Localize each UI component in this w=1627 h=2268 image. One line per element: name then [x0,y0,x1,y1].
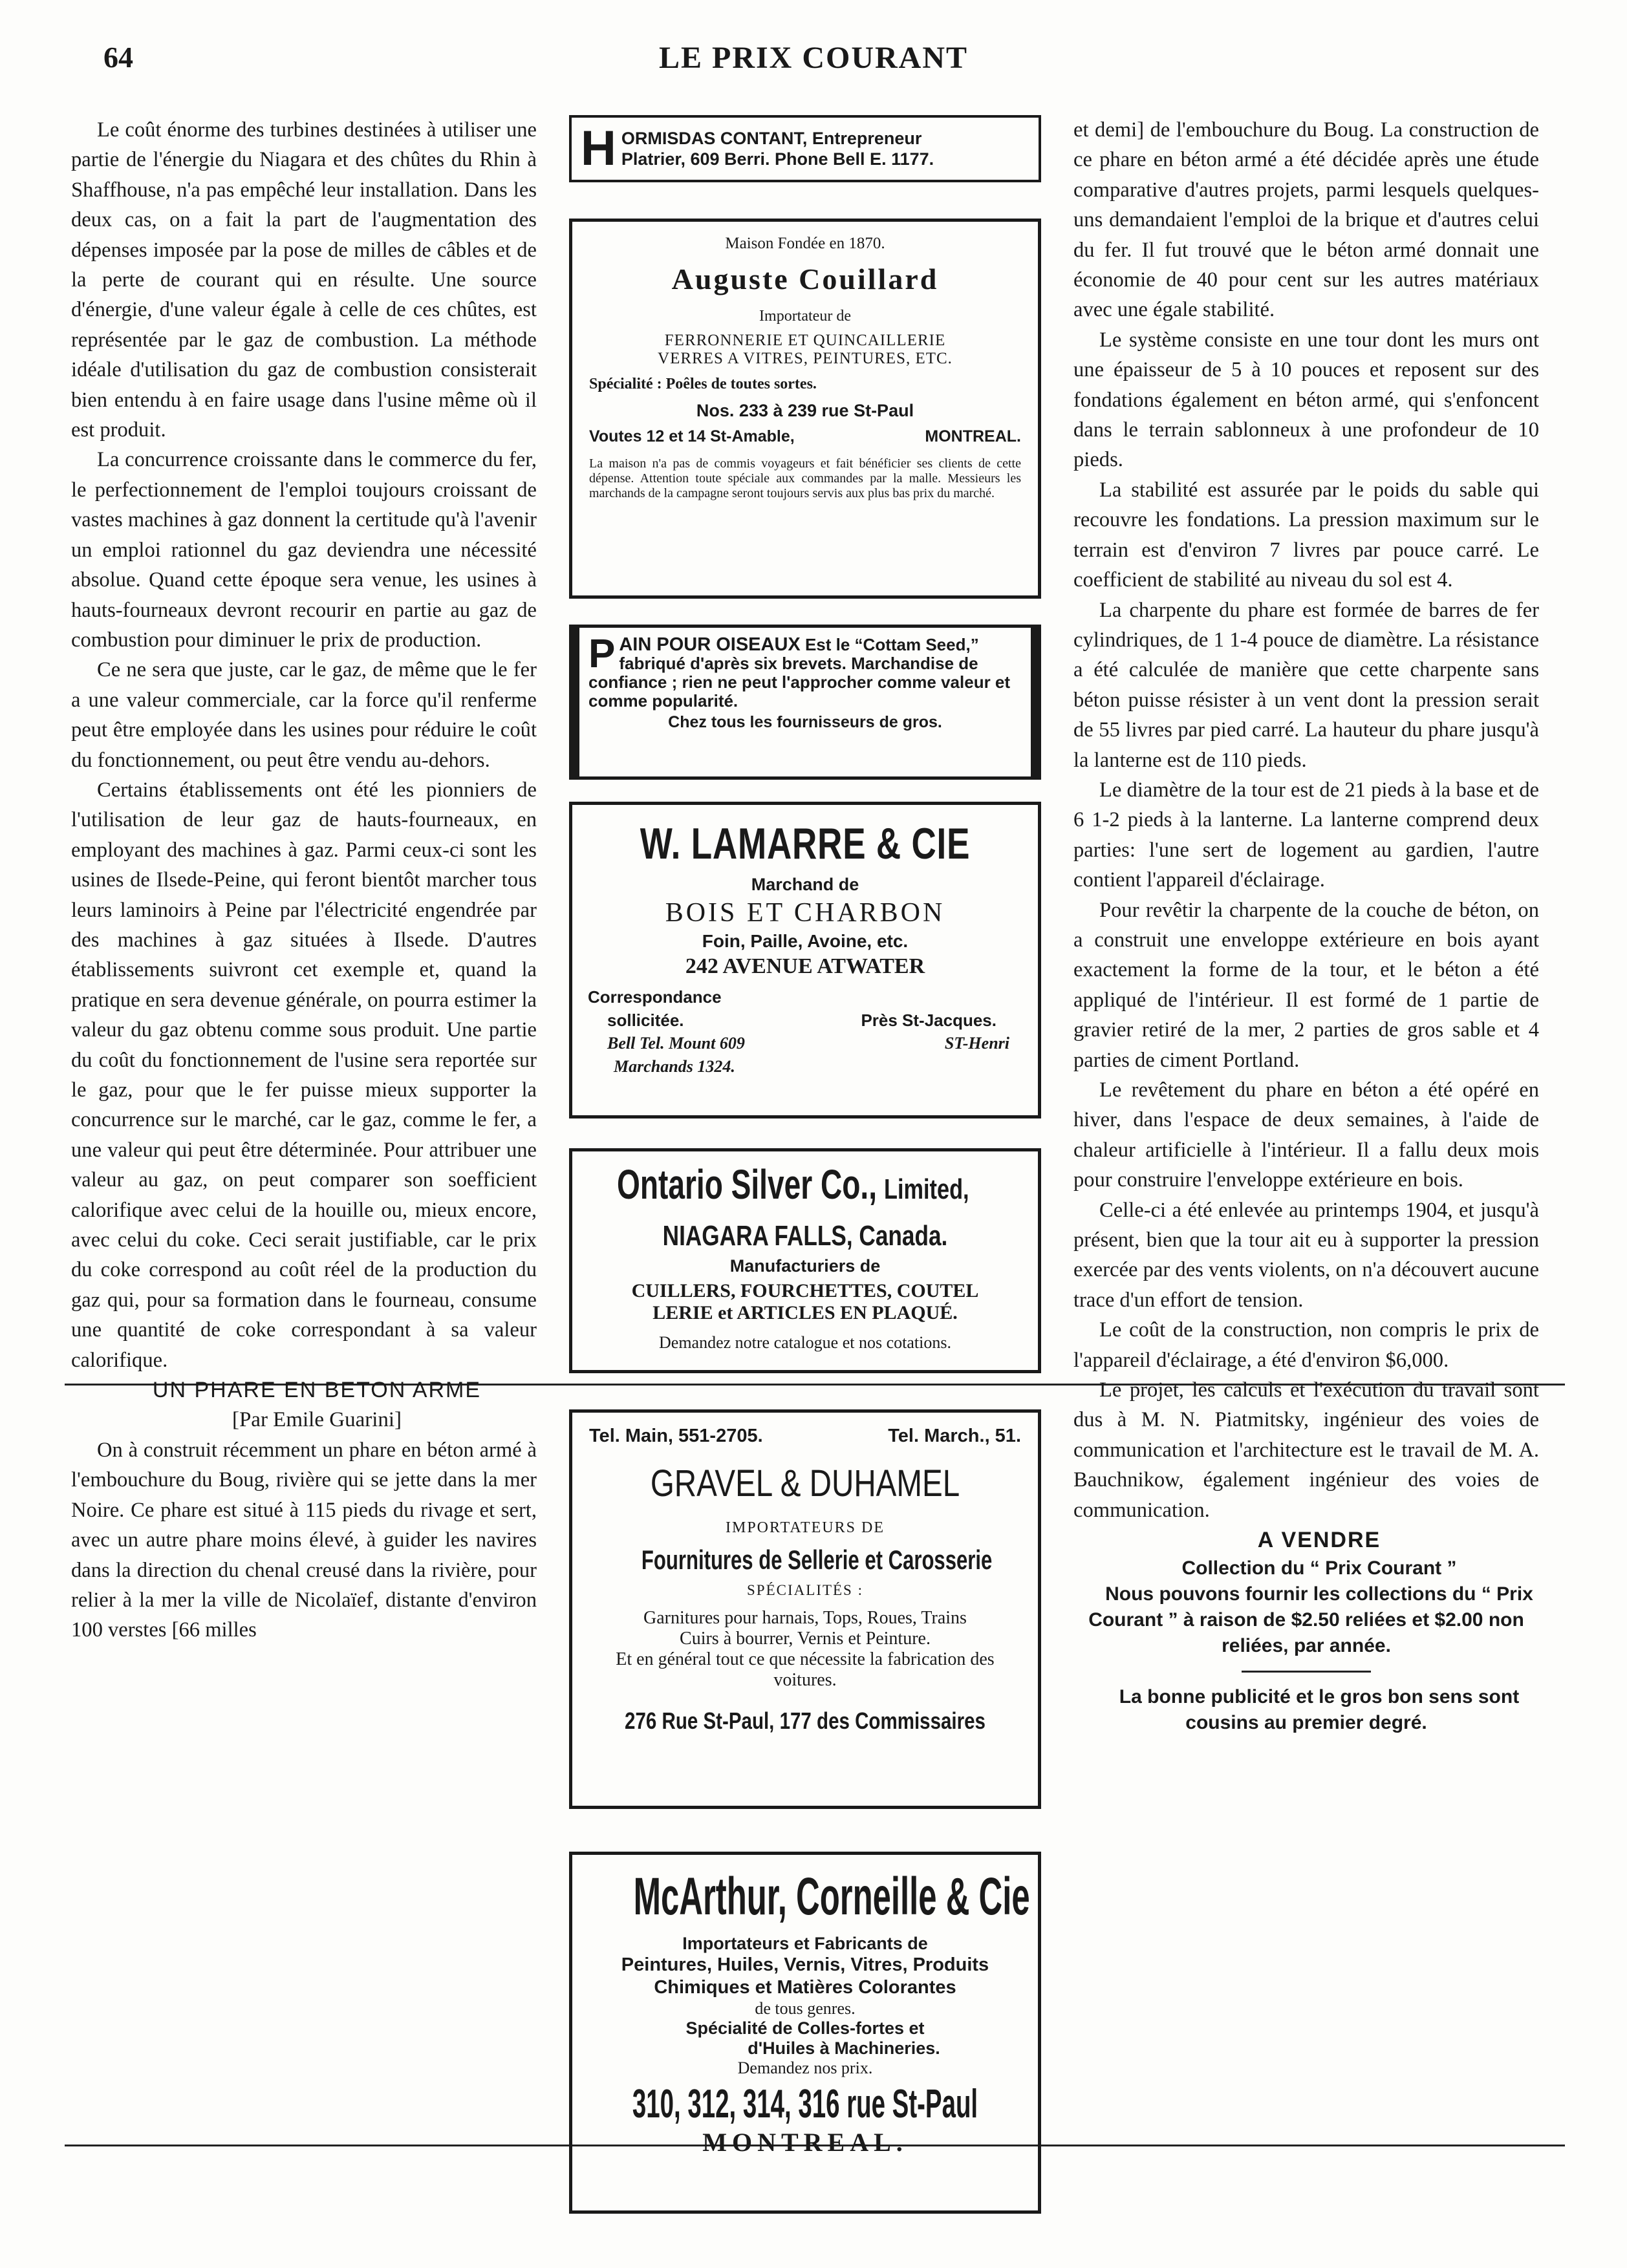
ad-lamarre-goods: BOIS ET CHARBON [665,898,945,928]
maxim: La bonne publicité et le gros bon sens sont cousins au premier degré. [1119,1685,1520,1733]
ad-gravel-spec2: Cuirs à bourrer, Vernis et Peinture. [680,1629,931,1649]
ad-mcarthur-desc4: Spécialité de Colles-fortes et [685,2018,925,2038]
left-column [71,115,537,1645]
ad-ontario-goods2: LERIE et ARTICLES EN PLAQUÉ. [652,1302,958,1323]
ad-couillard [569,219,1041,599]
ad-lamarre-merchant: Marchand de [751,875,859,894]
ad-mcarthur-desc3: de tous genres. [755,1999,856,2018]
article-title: UN PHARE EN BETON ARME [152,1378,482,1403]
ad-pain-headline: AIN POUR OISEAUX [619,634,801,655]
ad-ontario-maker: Manufacturiers de [729,1256,881,1276]
ad-couillard-note: La maison n'a pas de commis voyageurs et fait bénéficier ses clients de cette dépense. Attention toute spéciale aux commandes par la malle. Messieurs les marchands de la campagne seront toujours servis aux plus bas prix du marché. [589,456,1021,500]
paragraph: Pour revêtir la charpente de la couche de béton, on a construit une enveloppe extérieure en bois ayant exactement la forme de la tour, et le béton a été appliqué de l'intérieur. Il est formé de 1 partie de gravier retiré de la mer, 2 parties de gros sable et 4 parties de ciment Portland. [1073,898,1539,1072]
right-column [1073,115,1539,1736]
ad-ontario-name: Ontario Silver Co., [617,1161,878,1208]
ad-lamarre-name: W. LAMARRE & CIE [640,819,971,868]
ad-contant [569,115,1041,182]
ad-mcarthur-desc5: d'Huiles à Machineries. [748,2038,940,2058]
ad-gravel-spec1: Garnitures pour harnais, Tops, Roues, Trains [643,1608,967,1628]
paragraph: et demi] de l'embouchure du Boug. La construction de ce phare en béton armé a été décidée après une étude comparative d'autres projets, parmi lesquels quelques-uns demandaient l'emploi de la brique et d'autres celui du fer. Il fut trouvé que le béton armé donnait une économie de 40 pour cent sur les autres matériaux avec une égale stabilité. [1073,118,1539,322]
ad-gravel-tel-main: Tel. Main, 551-2705. [589,1426,763,1446]
ad-gravel-importers: IMPORTATEURS DE [726,1519,885,1536]
paragraph: Le coût énorme des turbines destinées à utiliser une partie de l'énergie du Niagara et des chûtes du Rhin à Shaffhouse, n'a pas empêché leur installation. Dans les deux cas, on a fait la part de l'augmentation des dépenses imposée par la pose de milles de câbles et de la perte de courant qui en résulte. Une source d'énergie, d'une valeur égale à celle de ces chûtes, est représentée par le gaz de combustion. La méthode idéale d'utilisation du gaz de combustion consisterait bien entendu à en faire usage dans l'usine même où il est produit. [71,118,537,442]
ad-couillard-address1: Nos. 233 à 239 rue St-Paul [696,401,914,420]
ad-gravel-name: GRAVEL & DUHAMEL [650,1462,960,1504]
ad-lamarre [569,802,1041,1118]
ad-pain-text: Est le “Cottam Seed,” fabriqué d'après six brevets. Marchandise de confiance ; rien ne peut l'approcher comme valeur et comme popularité. [588,635,1011,711]
a-vendre-title: A VENDRE [1257,1528,1381,1553]
ad-lamarre-corr2: sollicitée. [607,1011,684,1030]
ad-lamarre-district: ST-Henri [944,1034,1009,1053]
ad-mcarthur [569,1852,1041,2214]
ad-couillard-name: Auguste Couillard [671,262,939,295]
ad-gravel-spec3: Et en général tout ce que nécessite la fabrication des voitures. [616,1649,995,1690]
ad-contant-line2: Platrier, 609 Berri. Phone Bell E. 1177. [621,149,934,169]
paragraph: Le coût de la construction, non compris le prix de l'appareil d'éclairage, a été d'environ $6,000. [1073,1318,1539,1372]
ad-gravel-tel-march: Tel. March., 51. [888,1426,1021,1446]
ad-couillard-founded: Maison Fondée en 1870. [725,235,885,252]
ad-lamarre-corr1: Correspondance [588,987,722,1007]
ad-lamarre-goods2: Foin, Paille, Avoine, etc. [702,931,909,951]
paragraph: Le revêtement du phare en béton a été opéré en hiver, dans l'espace de deux semaines, à l'aide de chaleur artificielle à l'intérieur. Il a fallu deux mois pour construire l'enveloppe extérieure en bois. [1073,1078,1539,1192]
ad-contant-initial: H [581,121,616,176]
ad-gravel-goods: Fournitures de Sellerie et Carosserie [641,1545,993,1575]
paragraph: Le système consiste en une tour dont les murs ont une épaisseur de 5 à 10 pouces et reposent sur des fondations également en béton armé, qui s'enfoncent dans le terrain sablonneux à une profondeur de 10 pieds. [1073,328,1539,472]
ad-mcarthur-name: McArthur, Corneille & Cie [633,1867,1030,1926]
divider [1242,1671,1371,1673]
a-vendre-line: Collection du “ Prix Courant ” [1181,1557,1457,1579]
ad-gravel [569,1409,1041,1809]
paragraph: Celle-ci a été enlevée au printemps 1904, et jusqu'à présent, bien que la tour ait eu à supporter la pression exercée par des vents violents, on n'a découvert aucune trace d'un effort de tension. [1073,1198,1539,1312]
ad-couillard-goods2: VERRES A VITRES, PEINTURES, ETC. [658,350,953,367]
ad-ontario-goods1: CUILLERS, FOURCHETTES, COUTEL [631,1280,979,1301]
paragraph: On à construit récemment un phare en béton armé à l'embouchure du Boug, rivière qui se jette dans la mer Noire. Ce phare est situé à 115 pieds du rivage et sert, avec un autre phare moins élevé, à guider les navires dans la direction du chenal creusé dans la rivière, pour relier à la mer la ville de Nicolaïef, distante d'environ 100 verstes [66 milles [71,1438,537,1642]
page-number: 64 [103,41,133,74]
paragraph: Le diamètre de la tour est de 21 pieds à la base et de 6 1-2 pieds à la lanterne. La lanterne comprend deux parties: l'une sert de logement au gardien, l'autre contient l'appareil d'éclairage. [1073,778,1539,892]
ad-gravel-address: 276 Rue St-Paul, 177 des Commissaires [625,1707,986,1734]
ad-couillard-address2b: MONTREAL. [925,427,1021,445]
paragraph: La concurrence croissante dans le commerce du fer, le perfectionnement de l'emploi toujours croissant de vastes machines à gaz donnent la certitude qu'à l'avenir un emploi rationnel du gaz deviendra une nécessité absolue. Quand cette époque sera venue, les usines à hauts-fourneaux devront recourir en partie au gaz de combustion pour diminuer le prix de production. [71,448,537,652]
ad-pain [569,625,1041,780]
ad-pain-footer: Chez tous les fournisseurs de gros. [668,713,942,731]
journal-title: LE PRIX COURANT [658,41,969,75]
ad-ontario-limited: Limited, [884,1173,969,1205]
paragraph: Le projet, les calculs et l'exécution du travail sont dus à M. N. Piatmitsky, ingénieur des voies de communication et l'architecture est le travail de M. A. Bauchnikow, également ingénieur des voies de communication. [1073,1378,1539,1522]
ad-gravel-specialties: SPÉCIALITÉS : [747,1582,863,1598]
ad-pain-initial: P [588,632,616,676]
ad-ontario-footer: Demandez notre catalogue et nos cotations. [659,1333,951,1352]
ad-couillard-importer: Importateur de [759,308,851,325]
ad-lamarre-address: 242 AVENUE ATWATER [685,954,925,978]
ad-couillard-goods1: FERRONNERIE ET QUINCAILLERIE [664,332,946,349]
ad-mcarthur-desc6: Demandez nos prix. [737,2059,873,2077]
paragraph: Certains établissements ont été les pionniers de l'utilisation de leur gaz de hauts-fourneaux, en employant des machines à gaz. Parmi ceux-ci sont les usines de Ilsede-Peine, qui feront bientôt marcher tous leurs laminoirs à Peine par l'électricité engendrée par des machines à gaz situées à Ilsede. D'autres établissements suivront cet exemple et, quand la pratique en sera devenue générale, on pourra estimer la valeur du gaz obtenu comme sous produit. Une partie du coût du fonctionnement de l'usine sera reportée sur le gaz, pour que le fer puisse mieux supporter la concurrence sur le marché, car le gaz, comme le fer, a une valeur qui peut être déterminée. Pour attribuer une valeur au gaz, on peut comparer son soefficient calorifique avec celui de la houille ou, mieux encore, avec celui du coke. Ceci serait justifiable, car le prix du coke correspond au coût réel de la production du gaz qui, pour sa formation dans le fourneau, consume une quantité de coke correspondant à sa valeur calorifique. [71,778,537,1372]
ad-ontario [569,1148,1041,1373]
ad-mcarthur-desc2: Peintures, Huiles, Vernis, Vitres, Produits Chimiques et Matières Colorantes [621,1954,989,1998]
article-author: [Par Emile Guarini] [232,1408,402,1432]
paragraph: La charpente du phare est formée de barres de fer cylindriques, de 1 1-4 pouce de diamètre. La résistance a été calculée de manière que cette charpente sans béton puisse résister à un vent dont la pression serait de 55 livres par pied carré. La hauteur du phare jusqu'à la lanterne est de 110 pieds. [1073,598,1539,772]
ad-mcarthur-desc1: Importateurs et Fabricants de [682,1934,928,1953]
ad-mcarthur-city: MONTREAL. [702,2128,908,2157]
paragraph: Ce ne sera que juste, car le gaz, de même que le fer a une valeur commerciale, car la force qu'il renferme peut être employée dans les usines pour réduire le coût du fonctionnement, ou peut être vendu au-dehors. [71,658,537,772]
paragraph: La stabilité est assurée par le poids du sable qui recouvre les fondations. La pression maximum sur le terrain est d'environ 7 livres par pouce carré. Le coefficient de stabilité au niveau du sol est 4. [1073,478,1539,592]
ad-lamarre-tel2: Marchands 1324. [614,1057,735,1076]
ad-ontario-city: NIAGARA FALLS, Canada. [662,1220,948,1252]
ad-couillard-specialty: Spécialité : Poêles de toutes sortes. [589,376,817,392]
ad-couillard-address2a: Voutes 12 et 14 St-Amable, [589,427,795,445]
ad-lamarre-near: Près St-Jacques. [861,1011,997,1030]
ad-contant-line1: ORMISDAS CONTANT, Entrepreneur [621,129,922,148]
ad-mcarthur-address: 310, 312, 314, 316 rue St-Paul [632,2082,978,2126]
ad-lamarre-tel1: Bell Tel. Mount 609 [607,1034,745,1053]
a-vendre-line: Nous pouvons fournir les collections du “ Prix Courant ” à raison de $2.50 reliées et $2.00 non reliées, par année. [1088,1583,1533,1656]
